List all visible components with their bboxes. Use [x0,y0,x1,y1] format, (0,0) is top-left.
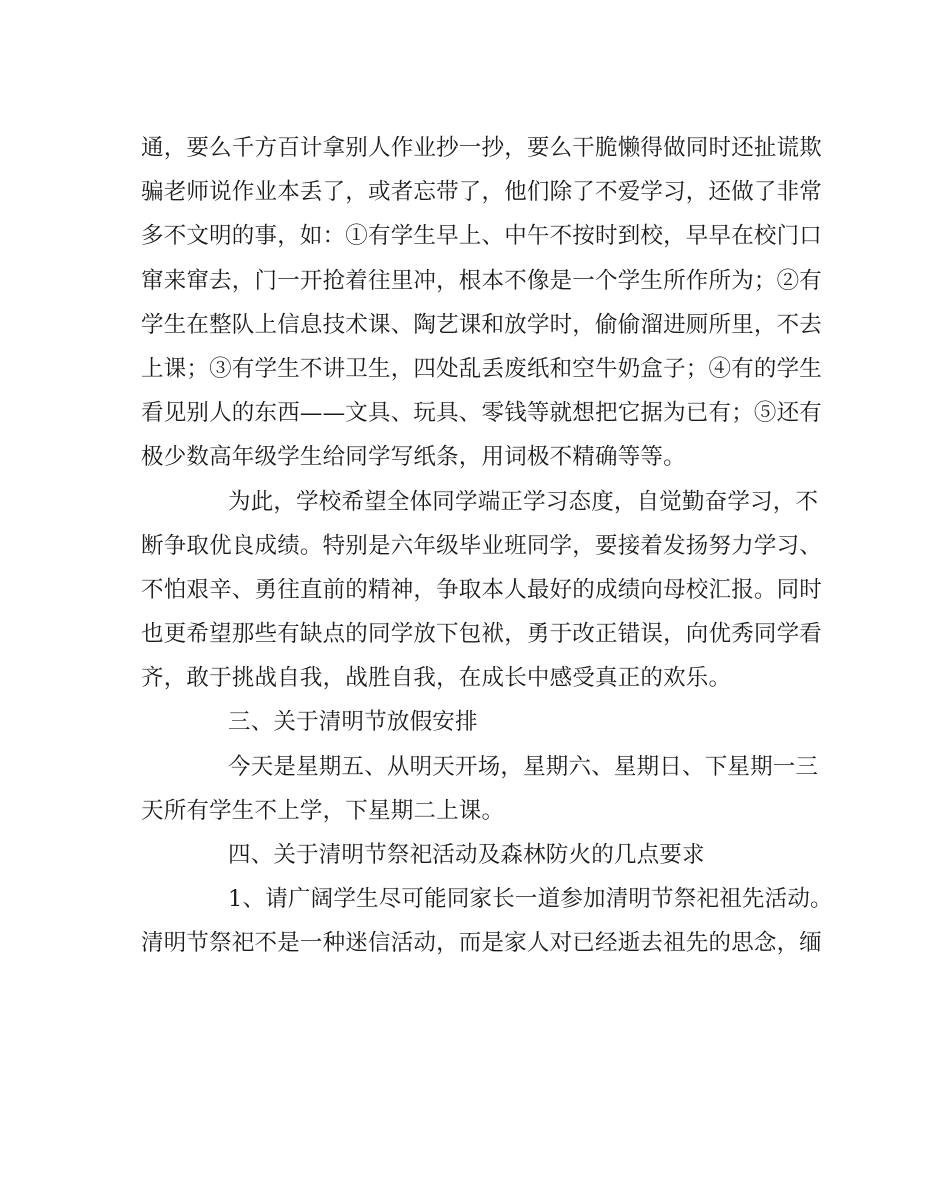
section-heading-4: 四、关于清明节祭祀活动及森林防火的几点要求 [228,842,705,868]
text-line: 极少数高年级学生给同学写纸条，用词极不精确等等。 [141,444,686,471]
text-line: 学生在整队上信息技术课、陶艺课和放学时，偷偷溜进厕所里，不去 [141,311,823,338]
text-line: 断争取优良成绩。特别是六年级毕业班同学，要接着发扬努力学习、 [141,532,823,559]
text-line: 多不文明的事，如：①有学生早上、中午不按时到校，早早在校门口 [141,223,823,250]
text-line: 不怕艰辛、勇往直前的精神，争取本人最好的成绩向母校汇报。同时 [141,576,823,603]
section-heading-3: 三、关于清明节放假安排 [228,709,478,736]
document-body [141,126,833,966]
text-line: 骗老师说作业本丢了，或者忘带了，他们除了不爱学习，还做了非常 [141,179,823,206]
text-line: 上课；③有学生不讲卫生，四处乱丢废纸和空牛奶盒子；④有的学生 [141,355,823,382]
text-line: 清明节祭祀不是一种迷信活动，而是家人对已经逝去祖先的思念，缅 [141,930,823,957]
paragraph-first-line: 今天是星期五、从明天开场，星期六、星期日、下星期一三 [228,753,819,780]
text-line: 齐，敢于挑战自我，战胜自我，在成长中感受真正的欢乐。 [141,665,732,692]
text-line: 也更希望那些有缺点的同学放下包袱，勇于改正错误，向优秀同学看 [141,621,823,648]
paragraph-first-line: 1、请广阔学生尽可能同家长一道参加清明节祭祀祖先活动。 [228,886,833,913]
text-line: 天所有学生不上学，下星期二上课。 [141,797,505,824]
text-line: 通，要么千方百计拿别人作业抄一抄，要么干脆懒得做同时还扯谎欺 [141,135,823,161]
text-line: 窜来窜去，门一开抢着往里冲，根本不像是一个学生所作所为；②有 [141,267,823,294]
text-line: 看见别人的东西——文具、玩具、零钱等就想把它据为已有；⑤还有 [141,400,823,427]
paragraph-first-line: 为此，学校希望全体同学端正学习态度，自觉勤奋学习，不 [228,488,819,515]
